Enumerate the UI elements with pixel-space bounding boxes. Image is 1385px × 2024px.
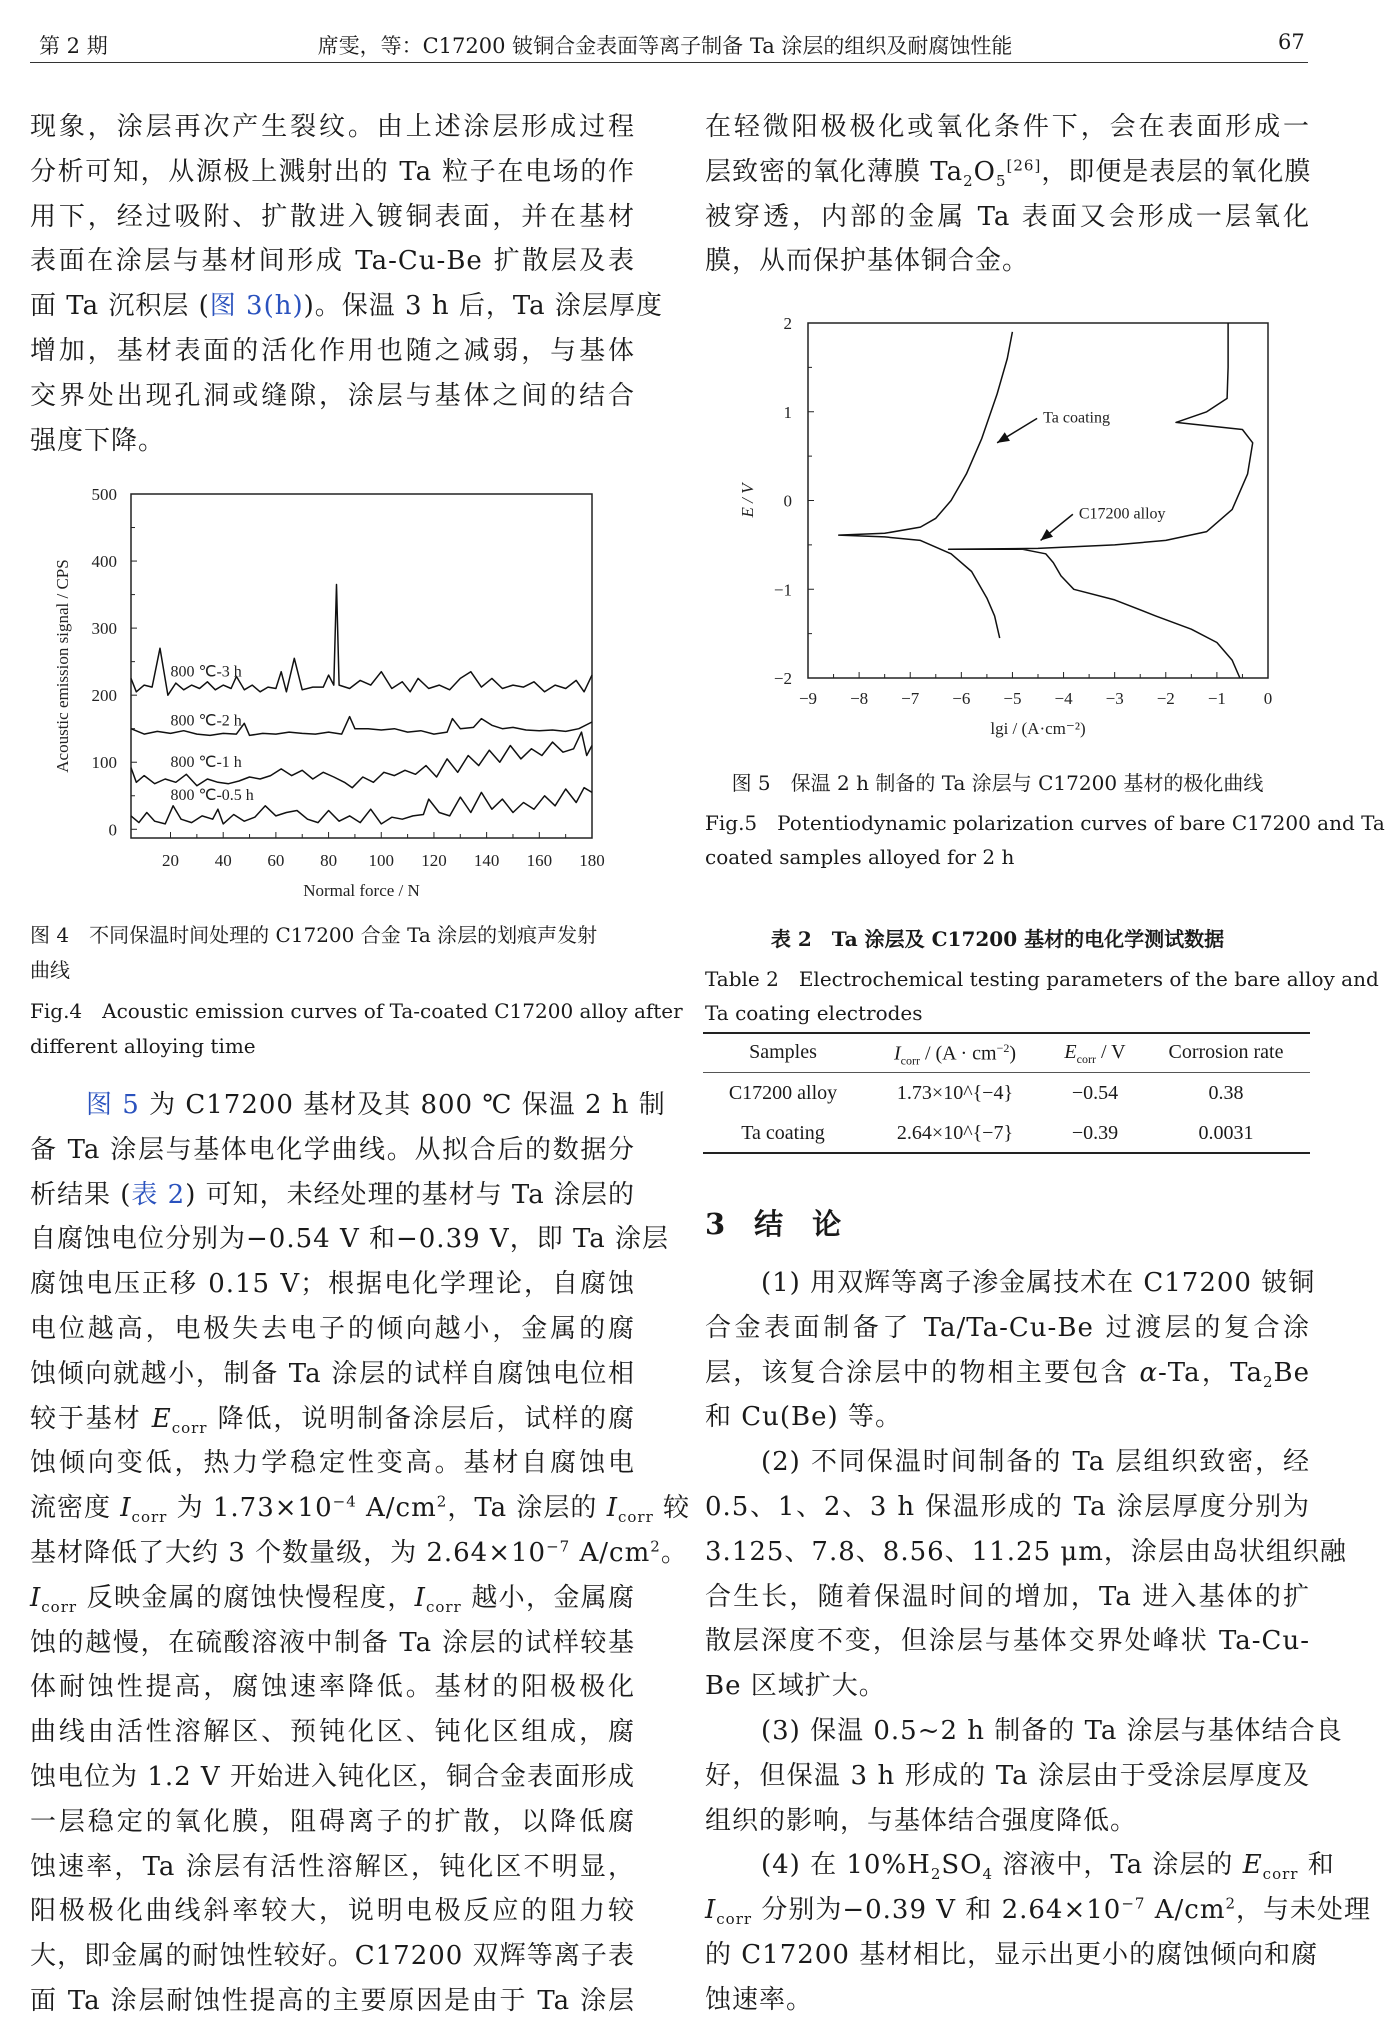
cell-ecorr: −0.54 <box>1071 1082 1119 1104</box>
text-line: 交界处出现孔洞或缝隙，涂层与基体之间的结合 <box>30 380 635 411</box>
text-line: 好，但保温 3 h 形成的 Ta 涂层由于受涂层厚度及 <box>705 1760 1310 1791</box>
text-line: 体耐蚀性提高，腐蚀速率降低。基材的阳极极化 <box>30 1672 635 1703</box>
table2 <box>703 1032 1310 1162</box>
y-tick-label: 1 <box>783 402 792 422</box>
text-line: 和 Cu(Be) 等。 <box>705 1402 902 1433</box>
text-line: 在轻微阳极极化或氧化条件下，会在表面形成一 <box>705 112 1310 142</box>
table-header-rule <box>703 1072 1310 1073</box>
y-tick-label: 0 <box>108 820 117 840</box>
text-line: $I_{corr}$ 分别为−0.39 V 和 $2.64\times 10^{-7}$ $A/cm^2$，与未处理 <box>705 1894 1372 1929</box>
x-tick-label: 60 <box>267 851 285 870</box>
text-line: 备 Ta 涂层与基体电化学曲线。从拟合后的数据分 <box>30 1134 635 1165</box>
y-tick-label: 2 <box>783 314 792 333</box>
table2-title-en-1: Table 2 Electrochemical testing parameters of the bare alloy and <box>705 967 1379 991</box>
y-tick-label: 0 <box>783 491 792 511</box>
issue-number: 第 2 期 <box>39 34 108 58</box>
series-label: 800 ℃-3 h <box>170 663 242 681</box>
text-line: 一层稳定的氧化膜，阻碍离子的扩散，以降低腐 <box>30 1806 635 1837</box>
y-tick-label: 200 <box>91 686 117 706</box>
text-line: 蚀的越慢，在硫酸溶液中制备 Ta 涂层的试样较基 <box>30 1627 635 1658</box>
text-line: (2) 不同保温时间制备的 Ta 层组织致密，经 <box>761 1447 1310 1478</box>
cell-sample: Ta coating <box>741 1122 825 1144</box>
x-tick-label: −9 <box>798 689 818 708</box>
text-line: (3) 保温 0.5~2 h 制备的 Ta 涂层与基体结合良 <box>761 1715 1343 1746</box>
text-line: 析结果 (表 2) 可知，未经处理的基材与 Ta 涂层的 <box>30 1179 635 1210</box>
cell-icorr: 2.64×10^{−7} <box>896 1122 1014 1144</box>
text-line: 分析可知，从源极上溅射出的 Ta 粒子在电场的作 <box>30 156 635 187</box>
text-line: 蚀速率。 <box>705 1984 814 2015</box>
figure-5-chart <box>665 300 1330 750</box>
text-line: 现象，涂层再次产生裂纹。由上述涂层形成过程 <box>30 112 635 142</box>
cell-corrosion-rate: 0.38 <box>1208 1082 1244 1104</box>
conclusion-paragraph <box>705 1261 1316 1440</box>
text-line: 的 C17200 基材相比，显示出更小的腐蚀倾向和腐 <box>705 1939 1319 1970</box>
series-label: C17200 alloy <box>1078 505 1166 523</box>
text-line: (4) 在 $10\%H_2SO_4$ 溶液中，Ta 涂层的 $E_{corr}$ 和 <box>761 1850 1335 1884</box>
y-tick-label: 500 <box>91 485 117 504</box>
fig4-caption-en-1: Fig.4 Acoustic emission curves of Ta-coated C17200 alloy after <box>30 999 683 1023</box>
text-line: 组织的影响，与基体结合强度降低。 <box>705 1805 1138 1836</box>
fig5-caption-cn: 图 5 保温 2 h 制备的 Ta 涂层与 C17200 基材的极化曲线 <box>731 771 1264 795</box>
text-line: 蚀电位为 1.2 V 开始进入钝化区，铜合金表面形成 <box>30 1761 635 1792</box>
cell-ecorr: −0.39 <box>1071 1122 1119 1144</box>
header-samples: Samples <box>749 1041 817 1063</box>
section-3-heading: 3 结 论 <box>705 1207 842 1241</box>
x-tick-label: −1 <box>1207 689 1226 708</box>
x-tick-label: −3 <box>1105 689 1124 708</box>
x-tick-label: 0 <box>1263 689 1273 708</box>
y-tick-label: −2 <box>773 669 792 688</box>
table2-title-en-2: Ta coating electrodes <box>705 1001 923 1025</box>
fig5-caption-en-1: Fig.5 Potentiodynamic polarization curves of bare C17200 and Ta <box>705 811 1385 835</box>
fig4-caption-cn-1: 图 4 不同保温时间处理的 C17200 合金 Ta 涂层的划痕声发射 <box>30 923 598 947</box>
text-line: 大，即金属的耐蚀性较好。C17200 双辉等离子表 <box>30 1941 635 1972</box>
x-tick-label: 20 <box>162 851 180 870</box>
series-label: 800 ℃-0.5 h <box>170 786 254 804</box>
text-line: 蚀倾向变低，热力学稳定性变高。基材自腐蚀电 <box>30 1448 635 1479</box>
y-tick-label: 100 <box>91 753 117 773</box>
y-axis-label: Acoustic emission signal / CPS <box>53 559 72 773</box>
x-tick-label: 40 <box>214 851 232 870</box>
y-axis-label: E / V <box>738 483 757 518</box>
cell-icorr: 1.73×10^{−4} <box>896 1082 1014 1104</box>
x-tick-label: 160 <box>526 851 553 870</box>
x-tick-label: −5 <box>1003 689 1022 708</box>
text-line: 膜，从而保护基体铜合金。 <box>705 246 1030 277</box>
text-line: 3.125、7.8、8.56、11.25 μm，涂层由岛状组织融 <box>705 1536 1347 1567</box>
text-line: 用下，经过吸附、扩散进入镀铜表面，并在基材 <box>30 201 635 232</box>
arrowhead-icon <box>997 432 1010 443</box>
x-axis-label: Normal force / N <box>303 881 420 900</box>
series-label: 800 ℃-2 h <box>170 712 242 730</box>
text-line: Be 区域扩大。 <box>705 1671 886 1702</box>
text-line: 合金表面制备了 Ta/Ta-Cu-Be 过渡层的复合涂 <box>705 1312 1310 1343</box>
table-bottom-rule <box>703 1152 1310 1154</box>
text-line: 面 Ta 沉积层 (图 3(h))。保温 3 h 后，Ta 涂层厚度 <box>30 291 663 322</box>
x-tick-label: −8 <box>850 689 869 708</box>
series-line-0 <box>839 332 1013 638</box>
x-tick-label: −7 <box>901 689 920 708</box>
header-icorr: $I_{corr} / (A \cdot cm^{-2})$ <box>893 1041 1017 1068</box>
x-tick-label: 180 <box>579 851 605 870</box>
x-tick-label: −6 <box>952 689 971 708</box>
text-line: 层，该复合涂层中的物相主要包含 α-Ta，$Ta_2Be$ <box>705 1357 1311 1391</box>
text-line: 层致密的氧化薄膜 $Ta_2O_5[26]$，即便是表层的氧化膜 <box>705 156 1312 190</box>
text-line: 自腐蚀电位分别为−0.54 V 和−0.39 V，即 Ta 涂层 <box>30 1224 670 1255</box>
table-top-rule <box>703 1032 1310 1034</box>
text-line: (1) 用双辉等离子渗金属技术在 C17200 铍铜 <box>761 1268 1316 1298</box>
y-tick-label: −1 <box>773 580 792 600</box>
x-tick-label: 100 <box>368 851 395 870</box>
x-tick-label: 80 <box>320 851 338 870</box>
text-line: 面 Ta 涂层耐蚀性提高的主要原因是由于 Ta 涂层 <box>30 1985 635 2016</box>
y-tick-label: 400 <box>91 552 117 572</box>
text-line: 被穿透，内部的金属 Ta 表面又会形成一层氧化 <box>705 201 1310 232</box>
text-line: 图 5 为 C17200 基材及其 800 ℃ 保温 2 h 制 <box>86 1090 666 1120</box>
header-ecorr: $E_{corr}$ / V <box>1064 1041 1126 1066</box>
text-line: 蚀倾向就越小，制备 Ta 涂层的试样自腐蚀电位相 <box>30 1358 635 1389</box>
page-number: 67 <box>1278 30 1305 54</box>
conclusions-text <box>705 1261 1372 2023</box>
text-line: 曲线由活性溶解区、预钝化区、钝化区组成，腐 <box>30 1717 635 1748</box>
text-line: 流密度 $I_{corr}$ 为 $1.73\times 10^{-4}$ $A/cm^2$，Ta 涂层的 $I_{corr}$ 较 <box>30 1492 691 1527</box>
header-rule <box>30 62 1308 63</box>
header-corrosion-rate: Corrosion rate <box>1168 1041 1284 1063</box>
series-label: 800 ℃-1 h <box>170 753 242 771</box>
x-tick-label: −2 <box>1156 689 1175 708</box>
text-line: 电位越高，电极失去电子的倾向越小，金属的腐 <box>30 1313 635 1344</box>
conclusion-paragraph <box>705 1709 1343 1843</box>
text-line: 增加，基材表面的活化作用也随之减弱，与基体 <box>30 335 635 366</box>
text-line: 基材降低了大约 3 个数量级，为 $2.64\times 10^{-7}$ $A/cm^2$。 <box>30 1537 688 1568</box>
text-line: 蚀速率，Ta 涂层有活性溶解区，钝化区不明显， <box>30 1851 635 1882</box>
text-line: $I_{corr}$ 反映金属的腐蚀快慢程度，$I_{corr}$ 越小，金属腐 <box>30 1582 636 1616</box>
conclusion-paragraph <box>705 1440 1347 1709</box>
table2-title-cn: 表 2 Ta 涂层及 C17200 基材的电化学测试数据 <box>770 927 1225 951</box>
conclusion-paragraph <box>705 1843 1372 2022</box>
text-line: 阳极极化曲线斜率较大，说明电极反应的阻力较 <box>30 1896 635 1927</box>
cell-corrosion-rate: 0.0031 <box>1198 1122 1254 1144</box>
fig4-caption-cn-2: 曲线 <box>30 958 70 982</box>
left-bottom-text <box>30 1083 691 2024</box>
fig4-caption-en-2: different alloying time <box>30 1034 256 1058</box>
text-line: 表面在涂层与基材间形成 Ta-Cu-Be 扩散层及表 <box>30 246 635 277</box>
fig5-caption-en-2: coated samples alloyed for 2 h <box>705 845 1015 869</box>
running-title: 席雯，等：C17200 铍铜合金表面等离子制备 Ta 涂层的组织及耐腐蚀性能 <box>317 34 1013 58</box>
text-line: 合生长，随着保温时间的增加，Ta 进入基体的扩 <box>705 1581 1310 1612</box>
x-axis-label: lgi / (A·cm⁻²) <box>990 719 1086 738</box>
text-line: 腐蚀电压正移 0.15 V；根据电化学理论，自腐蚀 <box>30 1269 635 1300</box>
series-line-1 <box>949 323 1253 678</box>
text-line: 0.5、1、2、3 h 保温形成的 Ta 涂层厚度分别为 <box>705 1491 1310 1522</box>
x-tick-label: 140 <box>473 851 500 870</box>
text-line: 散层深度不变，但涂层与基体交界处峰状 Ta-Cu- <box>705 1626 1310 1657</box>
y-tick-label: 300 <box>91 619 117 639</box>
series-label: Ta coating <box>1043 409 1110 427</box>
left-top-text <box>30 105 663 463</box>
text-line: 较于基材 $E_{corr}$ 降低，说明制备涂层后，试样的腐 <box>30 1403 636 1437</box>
plot-frame <box>808 323 1268 678</box>
text-line: 强度下降。 <box>30 425 166 456</box>
figure-4-chart <box>0 470 665 910</box>
right-top-text <box>705 105 1310 284</box>
x-tick-label: 120 <box>421 851 447 870</box>
cell-sample: C17200 alloy <box>728 1082 838 1104</box>
arrowhead-icon <box>1041 529 1053 540</box>
x-tick-label: −4 <box>1054 689 1073 708</box>
